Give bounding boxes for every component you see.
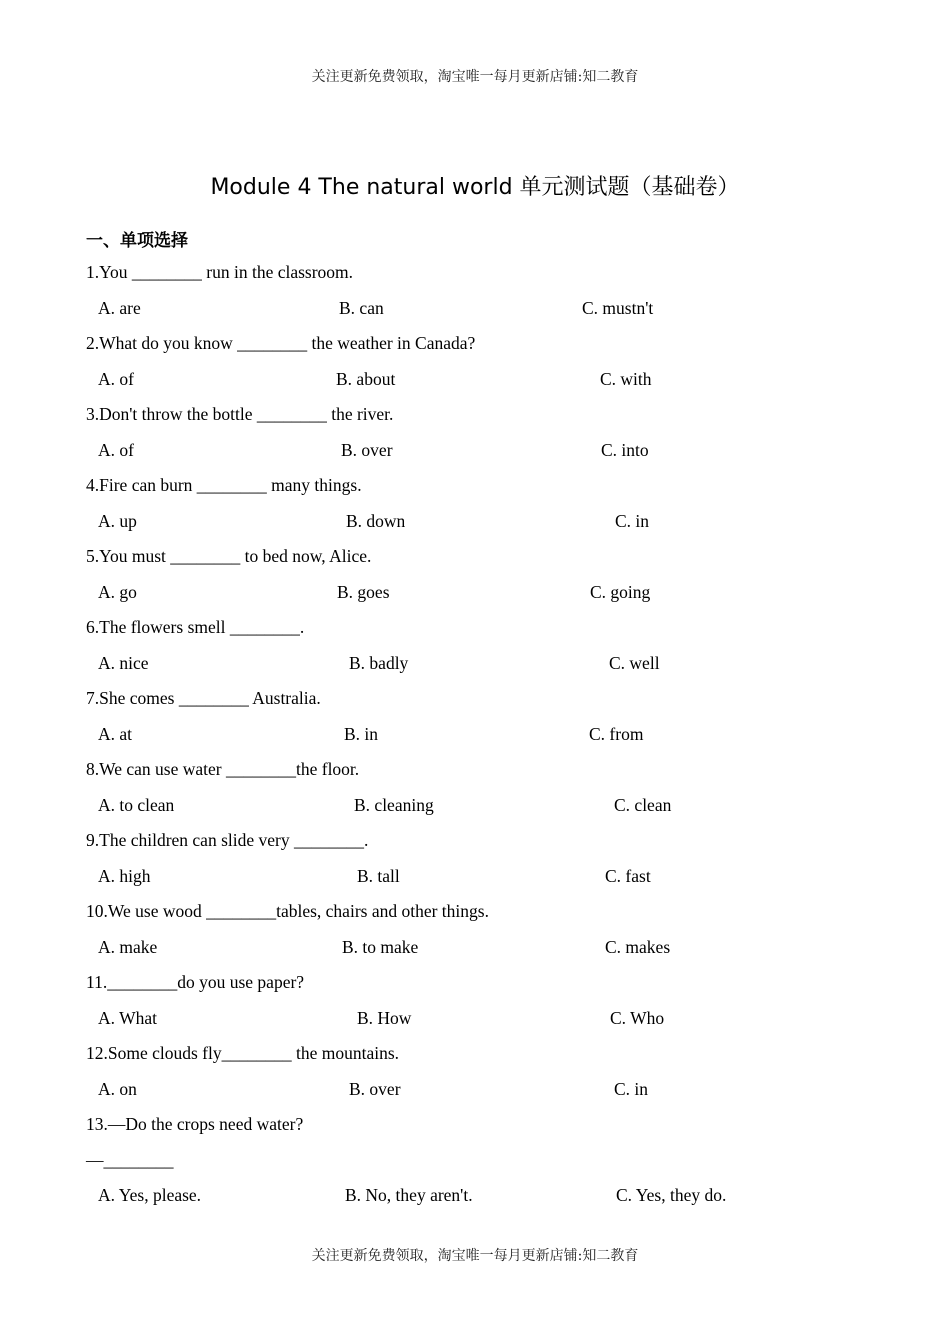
- option-b: B. No, they aren't.: [345, 1185, 473, 1205]
- option-a: A. high: [98, 865, 151, 886]
- option-a: A. go: [98, 581, 137, 602]
- option-c: C. Who: [610, 1007, 665, 1028]
- option-row: [0, 579, 950, 615]
- option-a: A. Yes, please.: [98, 1185, 202, 1205]
- question-stem: 8.We can use water ________the floor.: [86, 759, 360, 779]
- option-row: [0, 863, 950, 899]
- option-row: [0, 650, 950, 686]
- option-b: B. in: [344, 723, 379, 744]
- option-a: A. are: [98, 297, 141, 318]
- question-stem: 6.The flowers smell ________.: [86, 617, 305, 637]
- option-b: B. can: [339, 297, 384, 318]
- option-row: [0, 1005, 950, 1041]
- option-row: [0, 1076, 950, 1112]
- option-a: A. of: [98, 439, 134, 460]
- option-row: [0, 721, 950, 757]
- option-b: B. tall: [357, 865, 400, 886]
- option-b: B. to make: [342, 936, 419, 957]
- option-row: [0, 295, 950, 331]
- page-footer: 关注更新免费领取，淘宝唯一每月更新店铺:知二教育: [311, 1248, 639, 1264]
- option-a: A. at: [98, 723, 133, 744]
- question-stem: 2.What do you know ________ the weather in Canada?: [86, 333, 476, 353]
- question-stem: 9.The children can slide very ________.: [86, 830, 369, 850]
- option-b: B. down: [346, 510, 406, 531]
- option-row: [0, 437, 950, 473]
- option-c: C. from: [589, 723, 644, 744]
- option-c: C. well: [609, 652, 660, 673]
- option-a: A. of: [98, 368, 134, 389]
- section-title: 一、单项选择: [86, 231, 188, 251]
- option-a: A. on: [98, 1078, 137, 1099]
- question-stem: 13.—Do the crops need water?: [86, 1114, 304, 1134]
- option-a: A. nice: [98, 652, 149, 673]
- option-c: C. makes: [605, 936, 671, 957]
- question-stem: 3.Don't throw the bottle ________ the river.: [86, 404, 394, 424]
- option-b: B. over: [349, 1078, 401, 1099]
- option-b: B. badly: [349, 652, 409, 673]
- option-row: [0, 792, 950, 828]
- option-c: C. into: [601, 439, 649, 460]
- question-stem: 5.You must ________ to bed now, Alice.: [86, 546, 372, 566]
- option-b: B. goes: [337, 581, 390, 602]
- question-stem: 4.Fire can burn ________ many things.: [86, 475, 362, 495]
- question-list: [0, 259, 950, 1218]
- option-c: C. mustn't: [582, 297, 654, 318]
- option-a: A. make: [98, 936, 158, 957]
- option-row: [0, 934, 950, 970]
- option-c: C. in: [615, 510, 650, 531]
- question-stem: 7.She comes ________ Australia.: [86, 688, 321, 708]
- question-stem: 10.We use wood ________tables, chairs and other things.: [86, 901, 489, 921]
- option-a: A. up: [98, 510, 137, 531]
- question-stem: 1.You ________ run in the classroom.: [86, 262, 354, 282]
- option-b: B. How: [357, 1007, 412, 1028]
- page-header: 关注更新免费领取，淘宝唯一每月更新店铺:知二教育: [311, 69, 639, 85]
- option-row: [0, 1182, 950, 1218]
- option-a: A. What: [98, 1007, 157, 1028]
- option-c: C. going: [590, 581, 651, 602]
- option-b: B. over: [341, 439, 393, 460]
- option-c: C. Yes, they do.: [616, 1185, 727, 1205]
- option-c: C. with: [600, 368, 652, 389]
- answer-blank: —________: [86, 1149, 174, 1170]
- option-c: C. in: [614, 1078, 649, 1099]
- option-a: A. to clean: [98, 794, 175, 815]
- option-b: B. about: [336, 368, 396, 389]
- option-c: C. fast: [605, 865, 651, 886]
- option-c: C. clean: [614, 794, 672, 815]
- option-row: [0, 508, 950, 544]
- question-stem: 12.Some clouds fly________ the mountains.: [86, 1043, 400, 1063]
- option-b: B. cleaning: [354, 794, 434, 815]
- question-stem: 11.________do you use paper?: [86, 972, 305, 992]
- page-title: Module 4 The natural world 单元测试题（基础卷）: [210, 175, 740, 200]
- option-row: [0, 366, 950, 402]
